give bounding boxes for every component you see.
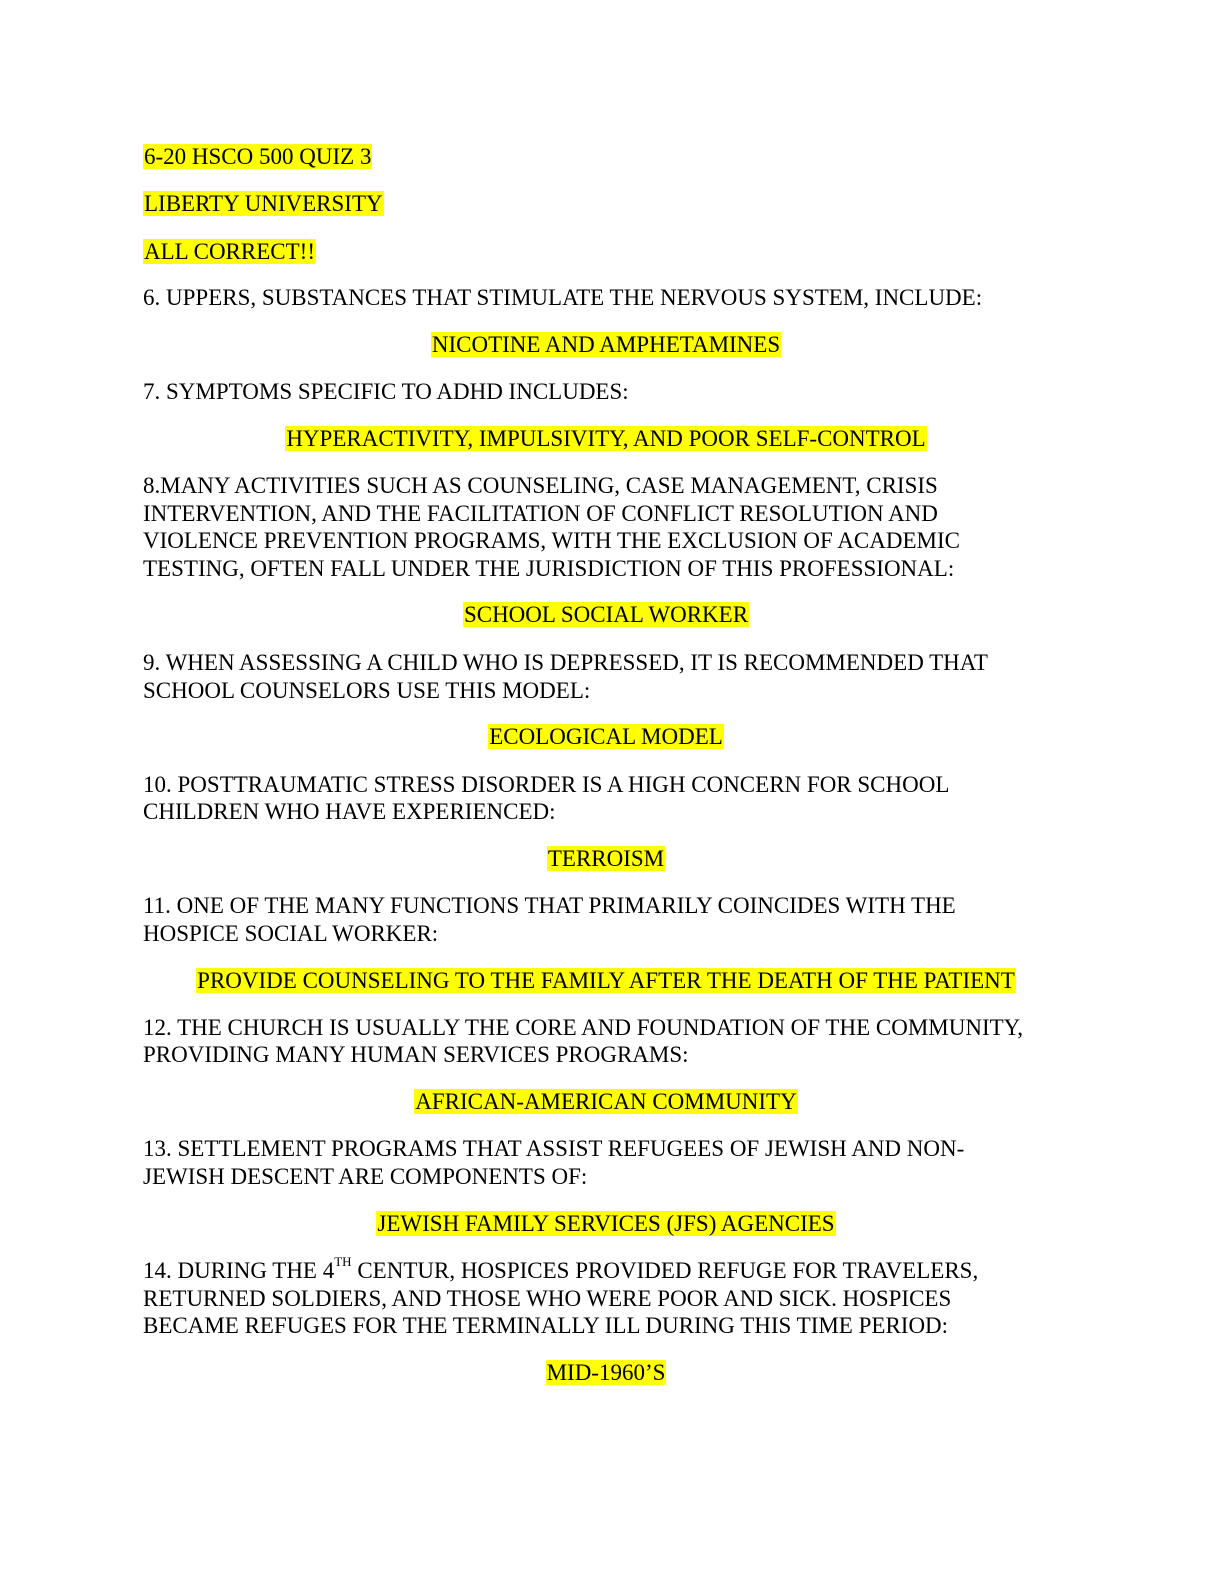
question-6-line-1: 6. UPPERS, SUBSTANCES THAT STIMULATE THE NERVOUS SYSTEM, INCLUDE: (143, 285, 983, 310)
answer-8-line (0, 601, 1212, 629)
answer-8: SCHOOL SOCIAL WORKER (463, 602, 749, 627)
answer-10-line (0, 845, 1212, 873)
question-10-line-1: 10. POSTTRAUMATIC STRESS DISORDER IS A HIGH CONCERN FOR SCHOOL (143, 772, 950, 797)
question-14-line-1-start: 14. DURING THE 4 (143, 1258, 335, 1283)
question-14-line-3: BECAME REFUGES FOR THE TERMINALLY ILL DURING THIS TIME PERIOD: (143, 1313, 949, 1338)
status-note: ALL CORRECT!! (144, 239, 315, 264)
question-14-line-2: RETURNED SOLDIERS, AND THOSE WHO WERE POOR AND SICK. HOSPICES (143, 1286, 952, 1311)
answer-9: ECOLOGICAL MODEL (489, 724, 723, 749)
question-14-superscript: TH (334, 1254, 352, 1270)
question-11-line-1: 11. ONE OF THE MANY FUNCTIONS THAT PRIMARILY COINCIDES WITH THE (143, 893, 956, 918)
question-11-line-2: HOSPICE SOCIAL WORKER: (143, 921, 439, 946)
university-line (143, 190, 1083, 218)
answer-7-line (0, 425, 1212, 453)
answer-6: NICOTINE AND AMPHETAMINES (431, 332, 781, 357)
question-13-line-2: JEWISH DESCENT ARE COMPONENTS OF: (143, 1164, 588, 1189)
answer-11-line (0, 967, 1212, 995)
question-7-line-1: 7. SYMPTOMS SPECIFIC TO ADHD INCLUDES: (143, 379, 629, 404)
course-title-line (143, 143, 1083, 171)
answer-14: MID-1960’S (546, 1360, 666, 1385)
question-12-line-2: PROVIDING MANY HUMAN SERVICES PROGRAMS: (143, 1042, 689, 1067)
course-title: 6-20 HSCO 500 QUIZ 3 (144, 144, 372, 169)
answer-12: AFRICAN-AMERICAN COMMUNITY (415, 1089, 797, 1114)
university-name: LIBERTY UNIVERSITY (144, 191, 383, 216)
question-8-line-3: VIOLENCE PREVENTION PROGRAMS, WITH THE EXCLUSION OF ACADEMIC (143, 528, 960, 553)
question-8-line-1: 8.MANY ACTIVITIES SUCH AS COUNSELING, CASE MANAGEMENT, CRISIS (143, 473, 938, 498)
question-9-line-2: SCHOOL COUNSELORS USE THIS MODEL: (143, 678, 591, 703)
question-14-line-1 (143, 1254, 1083, 1285)
answer-9-line (0, 723, 1212, 751)
answer-6-line (0, 331, 1212, 359)
status-line (143, 238, 1083, 266)
answer-10: TERROISM (547, 846, 665, 871)
question-8-line-2: INTERVENTION, AND THE FACILITATION OF CONFLICT RESOLUTION AND (143, 501, 938, 526)
question-13-line-1: 13. SETTLEMENT PROGRAMS THAT ASSIST REFUGEES OF JEWISH AND NON- (143, 1136, 965, 1161)
answer-14-line (0, 1359, 1212, 1387)
question-12-line-1: 12. THE CHURCH IS USUALLY THE CORE AND FOUNDATION OF THE COMMUNITY, (143, 1015, 1024, 1040)
answer-11: PROVIDE COUNSELING TO THE FAMILY AFTER THE DEATH OF THE PATIENT (197, 968, 1015, 993)
answer-12-line (0, 1088, 1212, 1116)
question-14-line-1-end: CENTUR, HOSPICES PROVIDED REFUGE FOR TRAVELERS, (351, 1258, 979, 1283)
question-8-line-4: TESTING, OFTEN FALL UNDER THE JURISDICTION OF THIS PROFESSIONAL: (143, 556, 955, 581)
answer-7: HYPERACTIVITY, IMPULSIVITY, AND POOR SELF-CONTROL (286, 426, 926, 451)
question-10-line-2: CHILDREN WHO HAVE EXPERIENCED: (143, 799, 556, 824)
answer-13: JEWISH FAMILY SERVICES (JFS) AGENCIES (377, 1211, 835, 1236)
answer-13-line (0, 1210, 1212, 1238)
question-9-line-1: 9. WHEN ASSESSING A CHILD WHO IS DEPRESSED, IT IS RECOMMENDED THAT (143, 650, 988, 675)
